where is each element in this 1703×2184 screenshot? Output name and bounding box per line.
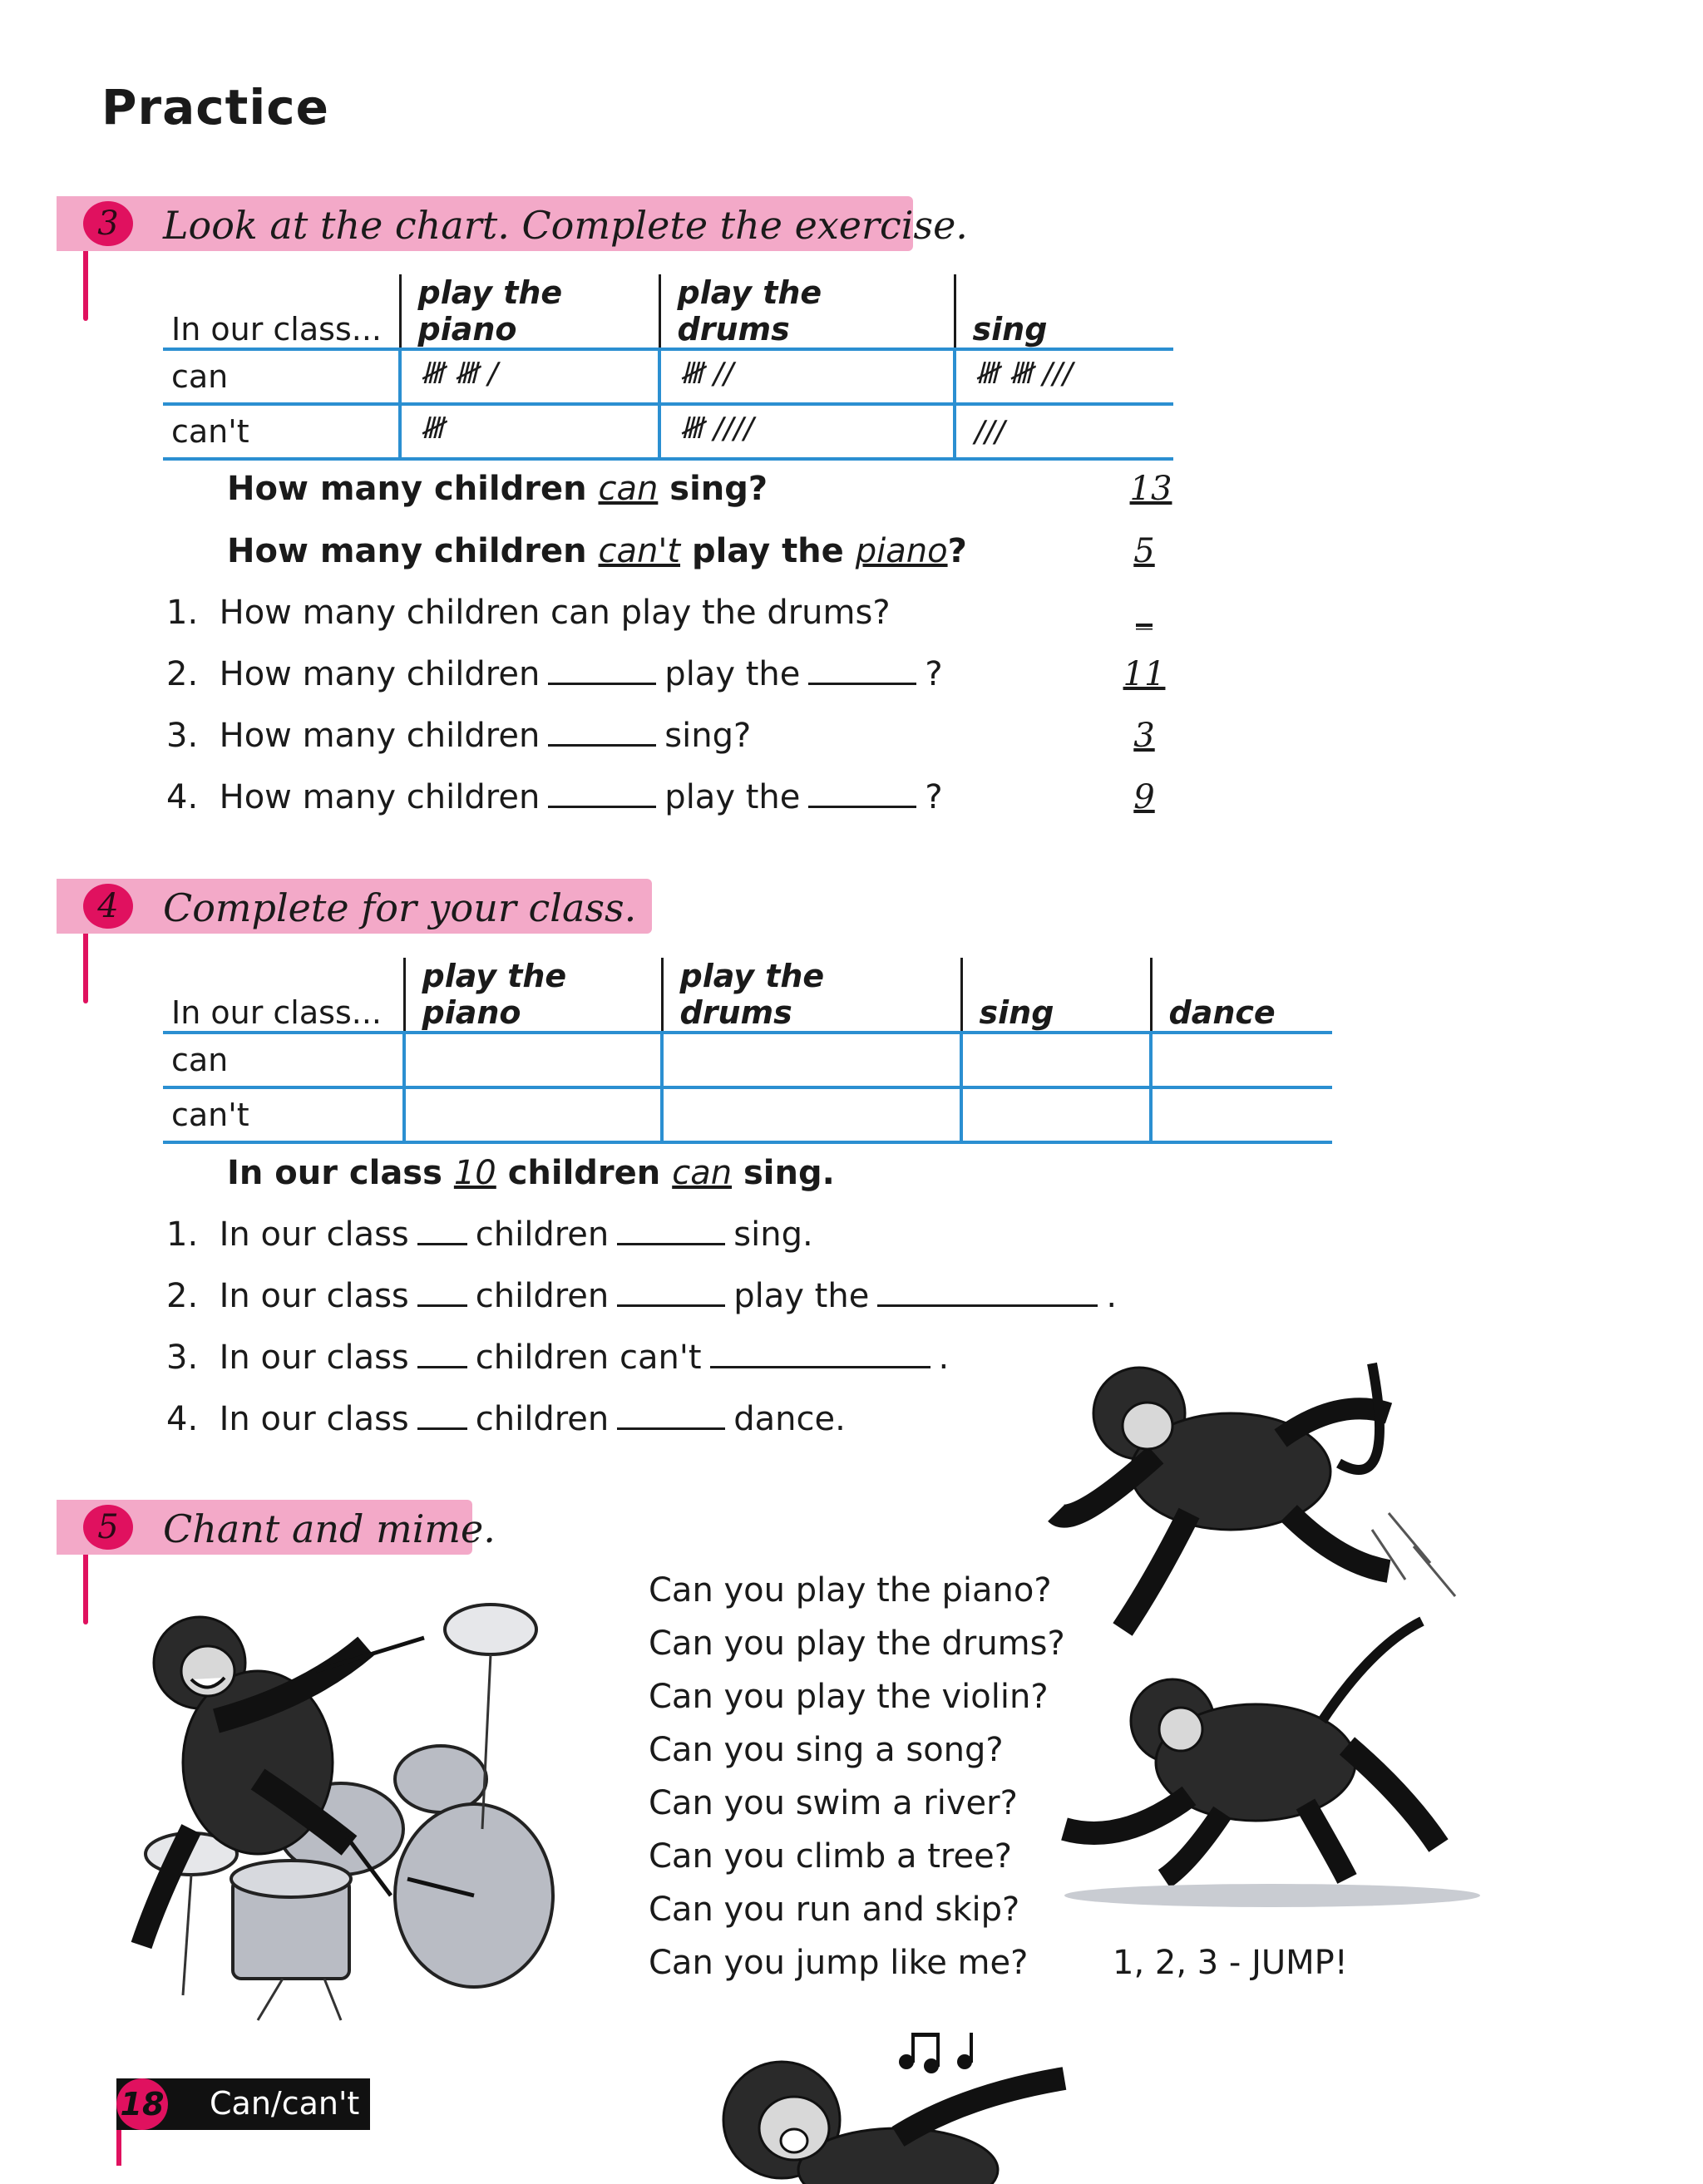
example-underlined: can (672, 1154, 733, 1192)
tally-cell: 𝍸 (400, 404, 659, 459)
tally-cell: /// (955, 404, 1173, 459)
tally-cell: 𝍸 𝍸 / (400, 349, 659, 404)
chant-line: Can you play the violin? (649, 1678, 1049, 1716)
sentence-number: 3. (166, 1339, 199, 1377)
question-number: 2. (166, 655, 199, 693)
section-number: 4 (83, 884, 133, 929)
section-5-header (0, 1500, 499, 1555)
question-number: 3. (166, 717, 199, 755)
answer-blank[interactable] (617, 1419, 725, 1430)
table-header: play the piano (400, 274, 659, 349)
cymbal-icon (445, 1605, 536, 1654)
section-heading: Complete for your class. (163, 885, 637, 930)
section-heading: Look at the chart. Complete the exercise. (163, 203, 968, 248)
question-number: 1. (166, 594, 199, 632)
answer: 3 (1133, 717, 1155, 755)
tom-drum-icon (395, 1746, 486, 1812)
sentence-text: children (475, 1277, 610, 1315)
unit-label: Can/can't (210, 2085, 360, 2122)
answer-blank[interactable] (808, 674, 916, 685)
jumping-monkeys-illustration (1023, 1330, 1488, 1929)
row-label: can't (163, 1087, 404, 1142)
table-row (163, 1087, 1332, 1142)
example-text: children (496, 1154, 673, 1192)
table-header: In our class... (163, 274, 400, 349)
answer: 9 (1133, 778, 1155, 816)
answer-blank[interactable] (548, 674, 656, 685)
singing-monkey-illustration (715, 2029, 1131, 2184)
table-header-row (163, 274, 1173, 349)
empty-cell[interactable] (662, 1033, 961, 1087)
chant-line: Can you play the drums? (649, 1624, 1065, 1663)
section-3-header (0, 196, 968, 251)
sentence-text: children (475, 1400, 610, 1438)
sentence-3 (166, 1339, 949, 1377)
chant-ending: 1, 2, 3 - JUMP! (1113, 1944, 1348, 1982)
question-text: How many children (219, 717, 541, 755)
example-underlined: 10 (453, 1154, 496, 1192)
sentence-2 (166, 1277, 1117, 1315)
example-sentence (227, 1154, 835, 1192)
empty-cell[interactable] (961, 1033, 1151, 1087)
answer: 11 (1123, 655, 1166, 693)
question-text: sing? (664, 717, 752, 755)
sentence-text: In our class (219, 1339, 409, 1377)
sentence-4 (166, 1400, 846, 1438)
table-header: dance (1151, 958, 1332, 1033)
section-number: 3 (83, 201, 133, 246)
question-number: 4. (166, 778, 199, 816)
example-text: In our class (227, 1154, 454, 1192)
sentence-text: In our class (219, 1277, 409, 1315)
question-text: ? (925, 778, 943, 816)
example-text: sing. (732, 1154, 835, 1192)
monkey-drummer-illustration (91, 1580, 590, 2029)
sentence-text: In our class (219, 1215, 409, 1254)
answer-blank[interactable] (548, 736, 656, 747)
question-text: play the (664, 655, 801, 693)
answer-blank[interactable] (617, 1235, 725, 1245)
question-text: How many children (219, 778, 541, 816)
table-row (163, 1033, 1332, 1087)
row-label: can (163, 1033, 404, 1087)
section-number: 5 (83, 1505, 133, 1550)
sentence-text: children (475, 1215, 610, 1254)
example-text: play the (680, 532, 856, 570)
sentence-number: 1. (166, 1215, 199, 1254)
section-4-header (0, 879, 665, 934)
example-underlined: piano (855, 532, 948, 570)
sentence-text: play the (733, 1277, 870, 1315)
table-header: play the drums (662, 958, 961, 1033)
table-header: sing (955, 274, 1173, 349)
answer: 13 (1129, 470, 1172, 508)
sentence-text: dance. (733, 1400, 846, 1438)
answer-blank[interactable] (417, 1358, 467, 1368)
example-underlined: can't (598, 532, 681, 570)
example-question (227, 532, 967, 570)
sentence-text: . (1106, 1277, 1118, 1315)
chant-line: Can you play the piano? (649, 1571, 1052, 1610)
sentence-1 (166, 1215, 813, 1254)
empty-cell[interactable] (404, 1087, 662, 1142)
tally-cell: 𝍸 𝍸 /// (955, 349, 1173, 404)
answer-blank[interactable] (808, 797, 916, 808)
answer: _ (1136, 592, 1153, 630)
chant-line: Can you climb a tree? (649, 1837, 1012, 1876)
page-number: 18 (116, 2078, 168, 2130)
sentence-text: In our class (219, 1400, 409, 1438)
table-header-row (163, 958, 1332, 1033)
question-text: How many children (219, 655, 541, 693)
question-3 (166, 717, 751, 755)
example-text: sing? (658, 470, 768, 508)
table-row (163, 404, 1173, 459)
answer-blank[interactable] (877, 1296, 1098, 1307)
table-header: play the drums (659, 274, 955, 349)
question-text: How many children can play the drums? (219, 594, 891, 632)
example-underlined: can (598, 470, 659, 508)
empty-cell[interactable] (404, 1033, 662, 1087)
answer-blank[interactable] (417, 1296, 467, 1307)
answer: 5 (1133, 532, 1155, 570)
answer-blank[interactable] (617, 1296, 725, 1307)
class-survey-table (163, 958, 1332, 1144)
answer-blank[interactable] (417, 1419, 467, 1430)
table-header: In our class... (163, 958, 404, 1033)
example-text: How many children (227, 532, 599, 570)
empty-cell[interactable] (1151, 1033, 1332, 1087)
example-text: ? (947, 532, 967, 570)
empty-cell[interactable] (961, 1087, 1151, 1142)
chant-line: Can you run and skip? (649, 1891, 1020, 1929)
empty-cell[interactable] (662, 1087, 961, 1142)
music-notes-icon (899, 2033, 973, 2073)
table-header: play the piano (404, 958, 662, 1033)
question-4 (166, 778, 943, 816)
chant-line: Can you sing a song? (649, 1731, 1004, 1769)
answer-blank[interactable] (710, 1358, 930, 1368)
row-label: can't (163, 404, 400, 459)
chant-line: Can you jump like me? (649, 1944, 1029, 1982)
empty-cell[interactable] (1151, 1087, 1332, 1142)
question-1 (166, 594, 891, 632)
chant-line: Can you swim a river? (649, 1784, 1018, 1822)
sentence-number: 4. (166, 1400, 199, 1438)
tally-cell: 𝍸 //// (659, 404, 955, 459)
sentence-text: sing. (733, 1215, 813, 1254)
table-row (163, 349, 1173, 404)
row-label: can (163, 349, 400, 404)
tally-cell: 𝍸 // (659, 349, 955, 404)
page-footer (116, 2078, 370, 2130)
sentence-text: . (938, 1339, 950, 1377)
answer-blank[interactable] (417, 1235, 467, 1245)
question-text: play the (664, 778, 801, 816)
example-text: How many children (227, 470, 599, 508)
sentence-number: 2. (166, 1277, 199, 1315)
chart-table-class (163, 274, 1173, 461)
section-heading: Chant and mime. (163, 1506, 496, 1551)
question-2 (166, 655, 943, 693)
answer-blank[interactable] (548, 797, 656, 808)
example-question (227, 470, 768, 508)
page-title: Practice (101, 79, 329, 136)
table-header: sing (961, 958, 1151, 1033)
question-text: ? (925, 655, 943, 693)
sentence-text: children can't (475, 1339, 702, 1377)
